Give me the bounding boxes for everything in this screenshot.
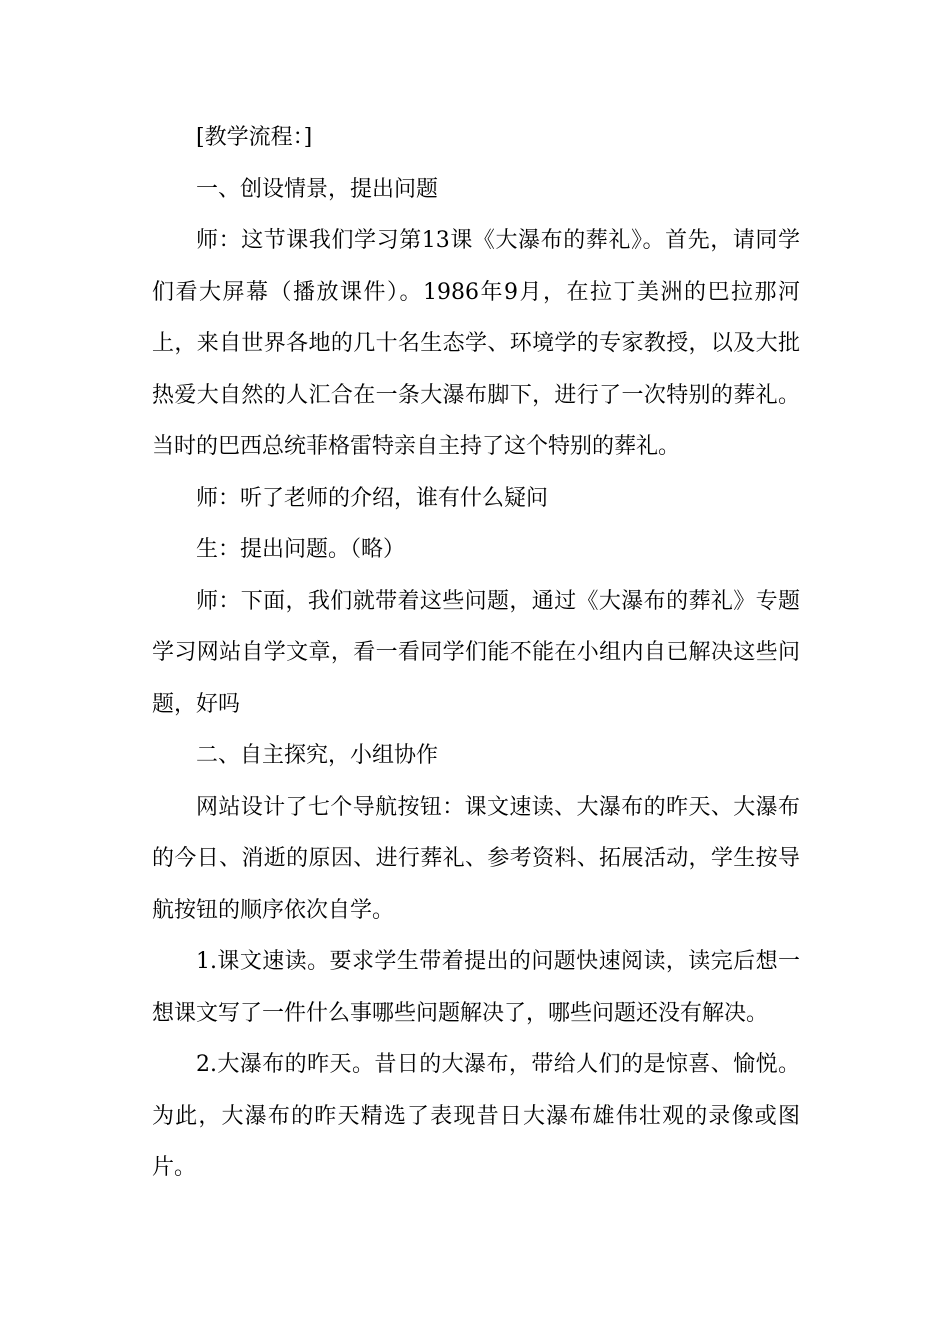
paragraph-step-two: 2.大瀑布的昨天。昔日的大瀑布，带给人们的是惊喜、愉悦。为此，大瀑布的昨天精选了表现昔日大瀑布雄伟壮观的录像或图片。: [152, 1052, 800, 1180]
paragraph-website-navigation: 网站设计了七个导航按钮：课文速读、大瀑布的昨天、大瀑布的今日、消逝的原因、进行葬礼、参考资料、拓展活动，学生按导航按钮的顺序依次自学。: [152, 794, 800, 923]
paragraph-student-response: 生：提出问题。（略）: [196, 537, 406, 562]
paragraph-teacher-instruction: 师：下面，我们就带着这些问题，通过《大瀑布的葬礼》专题学习网站自学文章，看一看同学们能不能在小组内自已解决这些问题，好吗: [152, 588, 800, 717]
section-label-teaching-process: [教学流程：]: [196, 125, 313, 150]
paragraph-teacher-intro: 师：这节课我们学习第13课《大瀑布的葬礼》。首先，请同学们看大屏幕（播放课件）。1986年9月，在拉丁美洲的巴拉那河上，来自世界各地的几十名生态学、环境学的专家教授，以及大批热爱大自然的人汇合在一条大瀑布脚下，进行了一次特别的葬礼。当时的巴西总统菲格雷特亲自主持了这个特别的葬礼。: [152, 228, 800, 459]
paragraph-step-one: 1.课文速读。要求学生带着提出的问题快速阅读，读完后想一想课文写了一件什么事哪些问题解决了，哪些问题还没有解决。: [152, 949, 800, 1026]
document-body: [152, 112, 800, 1194]
paragraph-teacher-question: 师：听了老师的介绍，谁有什么疑问: [196, 485, 549, 511]
heading-part-one: 一、创设情景，提出问题: [196, 176, 439, 202]
heading-part-two: 二、自主探究，小组协作: [196, 743, 439, 768]
